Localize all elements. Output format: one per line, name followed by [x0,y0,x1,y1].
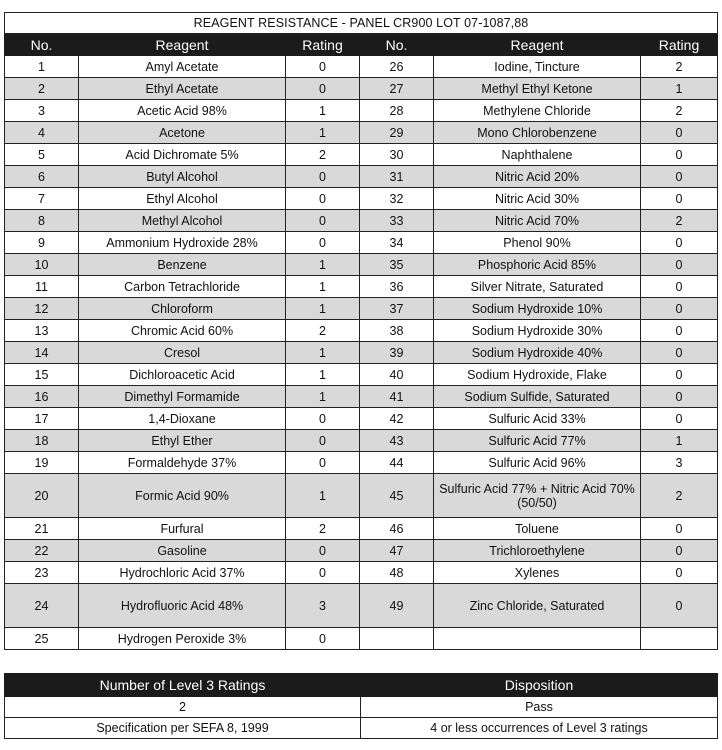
row-no-left: 11 [5,276,79,298]
table-row [5,342,718,364]
row-no-right: 40 [360,364,434,386]
row-reagent-right [434,628,641,650]
table-row [5,430,718,452]
row-rating-right: 2 [641,100,718,122]
row-reagent-right: Sulfuric Acid 33% [434,408,641,430]
row-rating-left: 0 [286,430,360,452]
summary-header-disposition: Disposition [361,674,718,697]
row-no-left: 17 [5,408,79,430]
row-reagent-left: Butyl Alcohol [79,166,286,188]
row-rating-right: 1 [641,430,718,452]
criteria-note: 4 or less occurrences of Level 3 ratings [361,718,718,739]
row-no-right: 48 [360,562,434,584]
row-rating-right: 0 [641,386,718,408]
table-row [5,628,718,650]
row-rating-right: 0 [641,408,718,430]
row-no-left: 3 [5,100,79,122]
row-reagent-left: Formaldehyde 37% [79,452,286,474]
row-rating-right: 2 [641,210,718,232]
table-row [5,276,718,298]
row-no-right: 47 [360,540,434,562]
row-no-right: 28 [360,100,434,122]
row-rating-left: 1 [286,342,360,364]
summary-value-row [5,697,718,718]
row-no-right: 46 [360,518,434,540]
table-title: REAGENT RESISTANCE - PANEL CR900 LOT 07-1087,88 [5,13,718,34]
table-row [5,122,718,144]
header-no-right: No. [360,34,434,56]
row-rating-right: 0 [641,276,718,298]
reagent-table [4,12,718,650]
row-rating-left: 2 [286,518,360,540]
specification-note: Specification per SEFA 8, 1999 [5,718,361,739]
row-rating-left: 0 [286,232,360,254]
row-no-right: 35 [360,254,434,276]
row-no-left: 1 [5,56,79,78]
row-rating-right: 0 [641,562,718,584]
summary-note-row [5,718,718,739]
row-rating-right: 0 [641,584,718,628]
row-no-left: 14 [5,342,79,364]
row-reagent-left: Acid Dichromate 5% [79,144,286,166]
row-reagent-right: Sulfuric Acid 96% [434,452,641,474]
row-rating-left: 0 [286,628,360,650]
row-reagent-left: Hydrochloric Acid 37% [79,562,286,584]
row-reagent-left: Acetic Acid 98% [79,100,286,122]
row-reagent-left: 1,4-Dioxane [79,408,286,430]
summary-table-container [4,673,717,739]
row-reagent-left: Amyl Acetate [79,56,286,78]
row-no-right: 44 [360,452,434,474]
row-reagent-left: Cresol [79,342,286,364]
row-no-left: 4 [5,122,79,144]
table-row [5,386,718,408]
row-no-right: 49 [360,584,434,628]
row-rating-left: 1 [286,386,360,408]
row-rating-right: 2 [641,474,718,518]
row-no-right: 31 [360,166,434,188]
row-no-left: 22 [5,540,79,562]
row-rating-left: 0 [286,452,360,474]
row-rating-right: 0 [641,298,718,320]
row-reagent-right: Methyl Ethyl Ketone [434,78,641,100]
row-no-left: 21 [5,518,79,540]
row-rating-right: 0 [641,364,718,386]
table-row [5,78,718,100]
row-rating-left: 1 [286,100,360,122]
row-no-right: 29 [360,122,434,144]
row-no-left: 15 [5,364,79,386]
row-no-right: 27 [360,78,434,100]
row-reagent-right: Xylenes [434,562,641,584]
row-no-left: 23 [5,562,79,584]
row-reagent-left: Carbon Tetrachloride [79,276,286,298]
row-no-left: 13 [5,320,79,342]
row-reagent-right: Sodium Sulfide, Saturated [434,386,641,408]
row-reagent-right: Sulfuric Acid 77% + Nitric Acid 70% (50/50) [434,474,641,518]
row-no-left: 19 [5,452,79,474]
table-row [5,518,718,540]
row-rating-right: 0 [641,320,718,342]
row-rating-right: 2 [641,56,718,78]
row-reagent-right: Phenol 90% [434,232,641,254]
row-rating-left: 1 [286,298,360,320]
reagent-table-container [4,12,717,650]
header-rating-left: Rating [286,34,360,56]
row-reagent-left: Hydrofluoric Acid 48% [79,584,286,628]
row-no-right: 32 [360,188,434,210]
row-no-left: 5 [5,144,79,166]
row-rating-right: 0 [641,166,718,188]
table-row [5,408,718,430]
table-row [5,452,718,474]
row-no-right: 37 [360,298,434,320]
row-rating-left: 2 [286,144,360,166]
row-rating-left: 1 [286,122,360,144]
row-no-right [360,628,434,650]
row-reagent-left: Ammonium Hydroxide 28% [79,232,286,254]
row-reagent-right: Phosphoric Acid 85% [434,254,641,276]
row-reagent-left: Acetone [79,122,286,144]
table-row [5,254,718,276]
row-no-right: 30 [360,144,434,166]
row-reagent-right: Sodium Hydroxide, Flake [434,364,641,386]
table-row [5,474,718,518]
row-reagent-left: Formic Acid 90% [79,474,286,518]
row-reagent-left: Ethyl Acetate [79,78,286,100]
header-reagent-right: Reagent [434,34,641,56]
row-rating-right [641,628,718,650]
row-rating-left: 1 [286,474,360,518]
row-reagent-left: Ethyl Ether [79,430,286,452]
row-no-right: 38 [360,320,434,342]
row-no-right: 39 [360,342,434,364]
header-reagent-left: Reagent [79,34,286,56]
table-row [5,364,718,386]
row-reagent-left: Furfural [79,518,286,540]
row-reagent-left: Ethyl Alcohol [79,188,286,210]
row-reagent-left: Dichloroacetic Acid [79,364,286,386]
row-rating-left: 1 [286,276,360,298]
disposition-value: Pass [361,697,718,718]
row-rating-left: 0 [286,408,360,430]
table-row [5,562,718,584]
row-reagent-left: Chromic Acid 60% [79,320,286,342]
table-title-row [5,13,718,34]
table-row [5,210,718,232]
row-reagent-right: Mono Chlorobenzene [434,122,641,144]
summary-header-level3: Number of Level 3 Ratings [5,674,361,697]
row-rating-right: 0 [641,540,718,562]
row-no-left: 25 [5,628,79,650]
row-rating-right: 0 [641,254,718,276]
row-reagent-right: Zinc Chloride, Saturated [434,584,641,628]
row-no-left: 9 [5,232,79,254]
row-reagent-right: Trichloroethylene [434,540,641,562]
row-no-right: 33 [360,210,434,232]
row-rating-right: 0 [641,188,718,210]
row-rating-left: 0 [286,56,360,78]
row-no-right: 26 [360,56,434,78]
table-row [5,320,718,342]
row-no-left: 18 [5,430,79,452]
table-row [5,56,718,78]
row-reagent-right: Nitric Acid 20% [434,166,641,188]
row-rating-left: 3 [286,584,360,628]
row-reagent-left: Dimethyl Formamide [79,386,286,408]
row-no-left: 6 [5,166,79,188]
row-no-right: 34 [360,232,434,254]
table-header-row [5,34,718,56]
row-reagent-left: Chloroform [79,298,286,320]
row-rating-left: 0 [286,188,360,210]
row-no-right: 42 [360,408,434,430]
row-rating-left: 1 [286,254,360,276]
row-reagent-right: Sodium Hydroxide 30% [434,320,641,342]
table-row [5,166,718,188]
header-rating-right: Rating [641,34,718,56]
row-no-left: 16 [5,386,79,408]
row-rating-left: 0 [286,210,360,232]
row-no-right: 43 [360,430,434,452]
row-no-right: 41 [360,386,434,408]
row-rating-left: 1 [286,364,360,386]
header-no-left: No. [5,34,79,56]
row-rating-left: 0 [286,166,360,188]
row-rating-left: 0 [286,540,360,562]
row-no-left: 8 [5,210,79,232]
row-no-left: 2 [5,78,79,100]
summary-table [4,673,718,739]
row-rating-right: 0 [641,518,718,540]
table-row [5,584,718,628]
row-reagent-right: Sulfuric Acid 77% [434,430,641,452]
row-rating-right: 1 [641,78,718,100]
row-rating-right: 3 [641,452,718,474]
row-rating-right: 0 [641,122,718,144]
row-reagent-right: Toluene [434,518,641,540]
row-reagent-left: Gasoline [79,540,286,562]
row-no-left: 12 [5,298,79,320]
row-reagent-right: Naphthalene [434,144,641,166]
row-no-left: 24 [5,584,79,628]
table-row [5,100,718,122]
table-row [5,188,718,210]
row-reagent-right: Iodine, Tincture [434,56,641,78]
summary-header-row [5,674,718,697]
row-rating-left: 2 [286,320,360,342]
row-reagent-right: Sodium Hydroxide 10% [434,298,641,320]
table-row [5,298,718,320]
row-reagent-right: Silver Nitrate, Saturated [434,276,641,298]
table-body [5,56,718,650]
row-rating-left: 0 [286,78,360,100]
table-row [5,144,718,166]
row-no-left: 20 [5,474,79,518]
row-reagent-right: Nitric Acid 30% [434,188,641,210]
level3-count: 2 [5,697,361,718]
row-reagent-left: Hydrogen Peroxide 3% [79,628,286,650]
row-reagent-right: Nitric Acid 70% [434,210,641,232]
row-no-right: 45 [360,474,434,518]
row-reagent-right: Sodium Hydroxide 40% [434,342,641,364]
row-reagent-left: Benzene [79,254,286,276]
table-row [5,232,718,254]
table-row [5,540,718,562]
row-reagent-left: Methyl Alcohol [79,210,286,232]
row-rating-right: 0 [641,342,718,364]
row-reagent-right: Methylene Chloride [434,100,641,122]
row-rating-right: 0 [641,144,718,166]
row-no-left: 10 [5,254,79,276]
row-no-left: 7 [5,188,79,210]
row-rating-right: 0 [641,232,718,254]
row-no-right: 36 [360,276,434,298]
row-rating-left: 0 [286,562,360,584]
